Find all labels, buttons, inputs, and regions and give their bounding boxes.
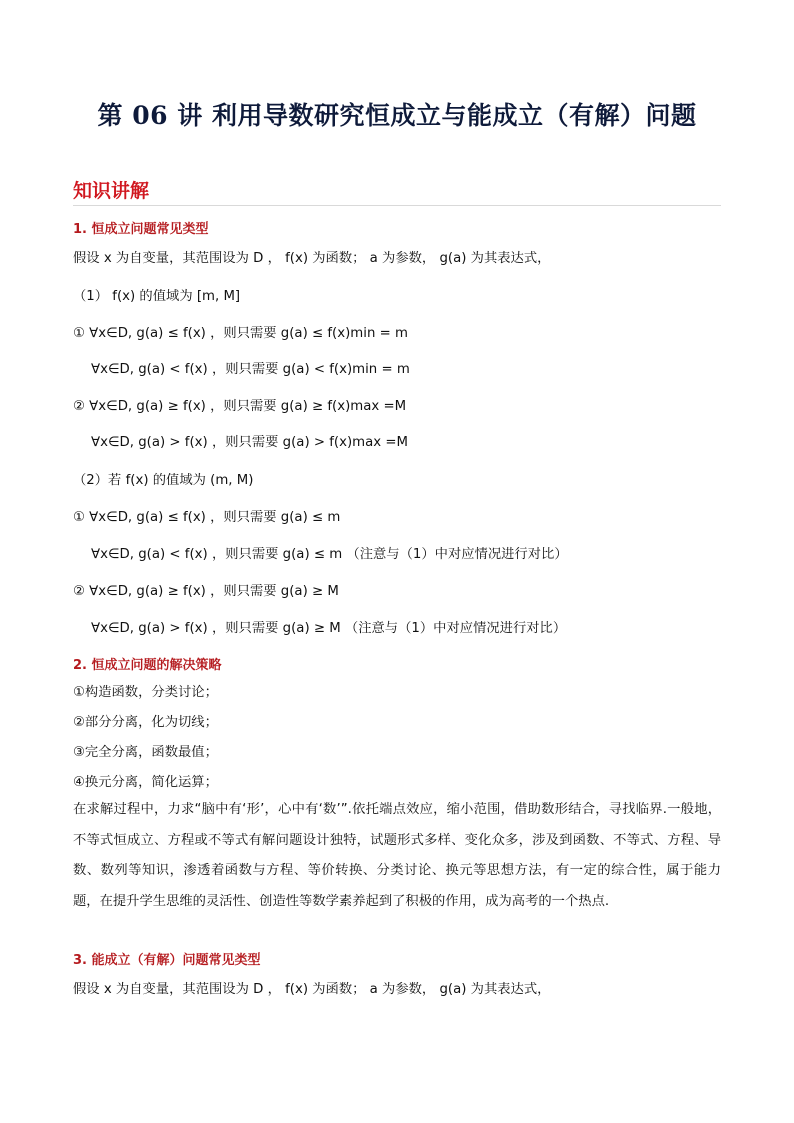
s3-intro: 假设 x 为自变量，其范围设为 D ， f(x) 为函数； a 为参数， g(a) 为其表达式， (73, 982, 551, 997)
subheading-1: 1. 恒成立问题常见类型 (73, 222, 209, 237)
s1-line-1: ① ∀x∈D, g(a) ≤ f(x) ，则只需要 g(a) ≤ f(x)min = m (73, 326, 408, 341)
s1-line-8: ∀x∈D, g(a) > f(x) ，则只需要 g(a) ≥ M （注意与（1）中对应情况进行对比） (91, 621, 567, 636)
s1-line-2: ∀x∈D, g(a) < f(x) ，则只需要 g(a) < f(x)min = m (91, 362, 410, 377)
strategy-item: ②部分分离，化为切线； (73, 715, 218, 730)
strategy-item: ④换元分离，简化运算； (73, 775, 218, 790)
s1-case2: （2）若 f(x) 的值域为 (m, M) (73, 473, 254, 488)
page-title: 第 06 讲 利用导数研究恒成立与能成立（有解）问题 (97, 101, 697, 130)
subheading-3: 3. 能成立（有解）问题常见类型 (73, 953, 261, 968)
section-heading: 知识讲解 (73, 180, 150, 202)
s1-case1: （1） f(x) 的值域为 [m, M] (73, 289, 241, 304)
strategy-item: ①构造函数，分类讨论； (73, 685, 218, 700)
s1-line-3: ② ∀x∈D, g(a) ≥ f(x) ，则只需要 g(a) ≥ f(x)max =M (73, 399, 407, 414)
s1-line-4: ∀x∈D, g(a) > f(x) ，则只需要 g(a) > f(x)max =M (91, 435, 408, 450)
s1-intro: 假设 x 为自变量，其范围设为 D ， f(x) 为函数； a 为参数， g(a) 为其表达式， (73, 251, 551, 266)
subheading-2: 2. 恒成立问题的解决策略 (73, 658, 222, 673)
s1-line-7: ② ∀x∈D, g(a) ≥ f(x) ，则只需要 g(a) ≥ M (73, 584, 339, 599)
strategy-item: ③完全分离，函数最值； (73, 745, 218, 760)
section-divider (73, 205, 721, 206)
s1-line-6: ∀x∈D, g(a) < f(x) ，则只需要 g(a) ≤ m （注意与（1）中对应情况进行对比） (91, 547, 568, 562)
s1-line-5: ① ∀x∈D, g(a) ≤ f(x) ，则只需要 g(a) ≤ m (73, 510, 341, 525)
strategy-paragraph: 在求解过程中，力求“脑中有‘形’，心中有‘数’”.依托端点效应，缩小范围，借助数形结合，寻找临界.一般地，不等式恒成立、方程或不等式有解问题设计独特，试题形式多样、变化众多，涉及到函数、不等式、方程、导数、数列等知识，渗透着函数与方程、等价转换、分类讨论、换元等思想方法，有一定的综合性，属于能力题，在提升学生思维的灵活性、创造性等数学素养起到了积极的作用，成为高考的一个热点. (73, 802, 721, 909)
